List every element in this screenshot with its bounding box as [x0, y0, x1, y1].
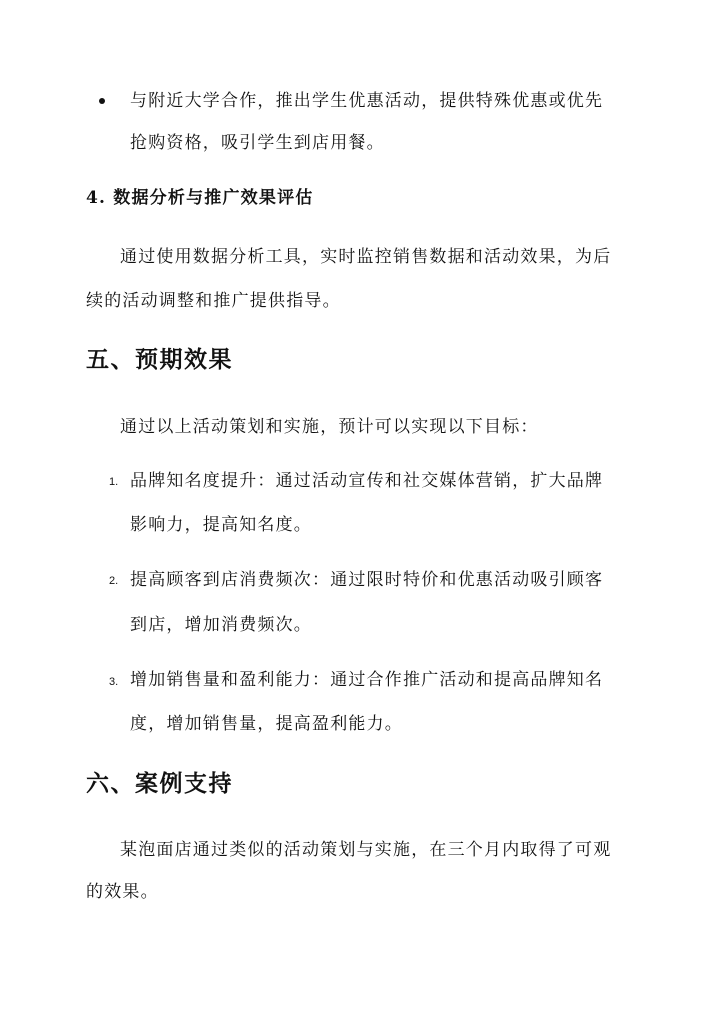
section-4-paragraph-line-2: 续的活动调整和推广提供指导。: [86, 291, 341, 311]
section-6-paragraph-line-2: 的效果。: [86, 882, 159, 902]
list-number: 2.: [109, 575, 119, 587]
bullet-text-line-1: 与附近大学合作，推出学生优惠活动，提供特殊优惠或优先: [130, 91, 604, 111]
section-4-title: 4. 数据分析与推广效果评估: [86, 188, 314, 208]
list-item-line-2: 到店，增加消费频次。: [130, 615, 312, 635]
list-item-line-1: 增加销售量和盈利能力：通过合作推广活动和提高品牌知名: [130, 670, 604, 690]
bullet-text-line-2: 抢购资格，吸引学生到店用餐。: [130, 133, 385, 153]
list-item-line-2: 度，增加销售量，提高盈利能力。: [130, 714, 403, 734]
list-number: 1.: [109, 476, 119, 488]
section-6-paragraph-line-1: 某泡面店通过类似的活动策划与实施，在三个月内取得了可观: [120, 840, 612, 860]
section-5-heading: 五、预期效果: [86, 346, 233, 373]
section-5-intro: 通过以上活动策划和实施，预计可以实现以下目标：: [120, 417, 539, 437]
list-item-line-1: 品牌知名度提升：通过活动宣传和社交媒体营销，扩大品牌: [130, 471, 604, 491]
section-6-heading: 六、案例支持: [86, 770, 233, 797]
list-number: 3.: [109, 676, 119, 688]
section-4-paragraph-line-1: 通过使用数据分析工具，实时监控销售数据和活动效果，为后: [120, 247, 612, 267]
bullet-dot-icon: [99, 98, 105, 104]
list-item-line-1: 提高顾客到店消费频次：通过限时特价和优惠活动吸引顾客: [130, 570, 604, 590]
list-item-line-2: 影响力，提高知名度。: [130, 515, 312, 535]
